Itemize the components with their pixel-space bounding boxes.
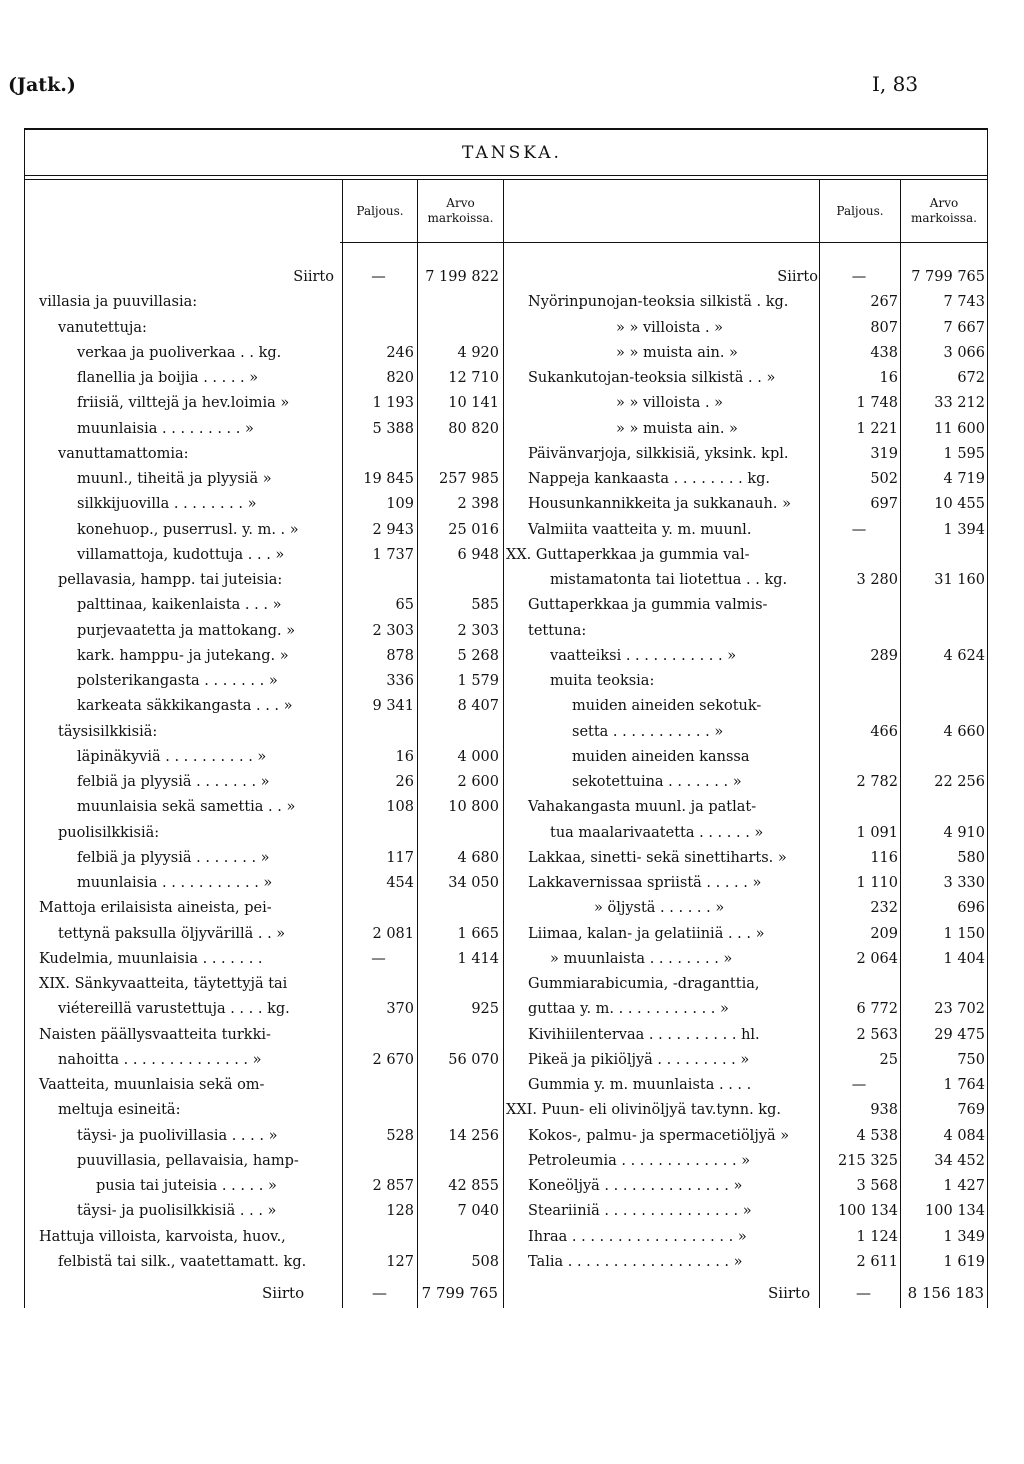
row-label: XXI. Puun- eli olivinöljyä tav.tynn. kg. [506, 1102, 781, 1119]
header-continued: (Jatk.) [8, 74, 76, 96]
row-value: 7 799 765 [911, 269, 985, 285]
table-row [0, 895, 1024, 921]
row-label: Kudelmia, muunlaisia . . . . . . . [39, 950, 263, 967]
row-label: Siirto [777, 269, 818, 285]
row-label: Gummiarabicumia, -draganttia, [528, 976, 760, 992]
table-row [0, 592, 1024, 618]
row-value: 12 710 [448, 370, 499, 386]
footer-left-value: 7 799 765 [421, 1284, 498, 1302]
col-header-value-right: Arvo markoissa. [911, 196, 977, 225]
row-label: Lakkaa, sinetti- sekä sinettiharts. » [528, 849, 787, 866]
row-label: purjevaatetta ja mattokang. » [77, 622, 296, 639]
table-row [0, 971, 1024, 997]
row-value: 34 050 [448, 875, 499, 891]
row-value: 4 624 [943, 647, 985, 664]
row-value: 696 [957, 900, 985, 917]
row-qty: 215 325 [838, 1152, 898, 1169]
table-row [0, 794, 1024, 820]
row-label: tettuna: [528, 622, 587, 639]
row-value: 1 150 [943, 925, 985, 942]
row-qty: 878 [386, 647, 414, 664]
row-label: » » villoista . » [616, 319, 724, 336]
row-qty: 807 [870, 319, 898, 336]
row-qty: 3 568 [856, 1178, 898, 1194]
row-qty: 697 [870, 496, 898, 513]
row-label: Vaatteita, muunlaisia sekä om- [39, 1077, 265, 1093]
row-value: 4 680 [457, 849, 499, 866]
row-qty: — [851, 1077, 867, 1093]
row-value: 100 134 [925, 1203, 985, 1220]
row-value: 22 256 [934, 774, 985, 790]
row-qty: 289 [870, 647, 898, 664]
row-label: Ihraa . . . . . . . . . . . . . . . . . . » [528, 1228, 747, 1245]
footer-left-qty: — [372, 1284, 387, 1302]
row-qty: 2 943 [372, 521, 414, 538]
row-qty: 209 [870, 925, 898, 942]
footer-right-label: Siirto [768, 1284, 811, 1302]
row-label: Siirto [293, 269, 334, 285]
row-qty: 6 772 [856, 1001, 898, 1018]
row-value: 1 349 [943, 1228, 985, 1245]
row-label: verkaa ja puoliverkaa . . kg. [77, 344, 282, 361]
row-label: tettynä paksulla öljyvärillä . . » [58, 925, 286, 942]
row-label: Mattoja erilaisista aineista, pei- [39, 900, 272, 917]
row-qty: 2 857 [372, 1178, 414, 1194]
footer-right-qty: — [856, 1284, 871, 1302]
row-qty: 2 303 [372, 622, 414, 639]
row-value: 2 600 [457, 774, 499, 790]
row-value: 4 084 [943, 1127, 985, 1144]
row-label: Guttaperkkaa ja gummia valmis- [528, 597, 768, 614]
row-label: muunl., tiheitä ja plyysiä » [77, 471, 272, 487]
row-value: 10 141 [448, 395, 499, 412]
row-value: 2 398 [457, 496, 499, 513]
row-qty: — [371, 269, 386, 285]
row-value: 508 [471, 1253, 499, 1270]
row-value: 4 719 [943, 471, 985, 487]
table-row [0, 441, 1024, 467]
row-value: 4 660 [943, 723, 985, 740]
row-value: 10 800 [448, 799, 499, 816]
row-label: sekotettuina . . . . . . . » [572, 774, 742, 790]
row-label: Liimaa, kalan- ja gelatiiniä . . . » [528, 925, 765, 942]
table-row [0, 668, 1024, 694]
table-row [0, 491, 1024, 517]
table-row [0, 643, 1024, 669]
top-rule [24, 128, 988, 130]
row-label: täysisilkkisiä: [58, 723, 158, 740]
row-qty: 2 670 [372, 1051, 414, 1068]
row-qty: 19 845 [363, 471, 414, 487]
table-row [0, 416, 1024, 442]
row-value: 4 910 [943, 824, 985, 841]
row-value: 580 [957, 849, 985, 866]
row-label: vaatteiksi . . . . . . . . . . . » [550, 647, 737, 664]
row-qty: 1 748 [856, 395, 898, 412]
row-qty: — [851, 521, 867, 538]
row-label: muunlaisia . . . . . . . . . » [77, 420, 254, 437]
row-label: setta . . . . . . . . . . . » [572, 723, 724, 740]
row-qty: 25 [879, 1051, 898, 1068]
row-label: felbistä tai silk., vaatettamatt. kg. [58, 1253, 307, 1270]
row-label: karkeata säkkikangasta . . . » [77, 698, 293, 715]
table-row [0, 1148, 1024, 1174]
footer-left-label: Siirto [262, 1284, 305, 1302]
row-value: 1 619 [943, 1253, 985, 1270]
row-qty: 1 110 [856, 875, 898, 891]
row-qty: 1 091 [856, 824, 898, 841]
table-row [0, 921, 1024, 947]
row-qty: 267 [870, 294, 898, 311]
row-value: 3 330 [943, 875, 985, 891]
row-label: täysi- ja puolisilkkisiä . . . » [77, 1203, 277, 1220]
row-label: tua maalarivaatetta . . . . . . » [550, 824, 764, 841]
row-value: 1 764 [943, 1077, 985, 1093]
table-row [0, 390, 1024, 416]
row-qty: 454 [386, 875, 414, 891]
row-qty: 820 [386, 370, 414, 386]
row-label: muunlaisia . . . . . . . . . . . » [77, 875, 273, 891]
row-label: villasia ja puuvillasia: [39, 294, 198, 311]
row-label: Koneöljyä . . . . . . . . . . . . . . » [528, 1178, 743, 1194]
table-row [0, 1198, 1024, 1224]
title-rule-1 [24, 175, 988, 176]
row-label: palttinaa, kaikenlaista . . . » [77, 597, 282, 614]
row-qty: 16 [879, 370, 898, 386]
table-row [0, 340, 1024, 366]
row-label: » » muista ain. » [616, 344, 738, 361]
row-label: flanellia ja boijia . . . . . » [77, 370, 259, 386]
table-row [0, 769, 1024, 795]
row-label: muiden aineiden kanssa [572, 748, 750, 765]
row-label: Petroleumia . . . . . . . . . . . . . » [528, 1152, 751, 1169]
row-value: 29 475 [934, 1026, 985, 1043]
row-value: 672 [957, 370, 985, 386]
row-value: 5 268 [457, 647, 499, 664]
row-label: » öljystä . . . . . . » [594, 900, 725, 917]
row-qty: 2 782 [856, 774, 898, 790]
table-row [0, 719, 1024, 745]
row-label: Housunkannikkeita ja sukkanauh. » [528, 496, 791, 513]
row-qty: 336 [386, 673, 414, 689]
row-value: 1 414 [457, 950, 499, 967]
row-label: » muunlaista . . . . . . . . » [550, 950, 733, 967]
row-qty: 528 [386, 1127, 414, 1144]
page-title: TANSKA. [462, 143, 562, 163]
row-qty: 5 388 [372, 420, 414, 437]
row-qty: 109 [386, 496, 414, 513]
row-qty: 370 [386, 1001, 414, 1018]
row-qty: 1 221 [856, 420, 898, 437]
table-row [0, 315, 1024, 341]
row-value: 1 404 [943, 950, 985, 967]
row-qty: 108 [386, 799, 414, 816]
row-value: 31 160 [934, 572, 985, 588]
row-qty: 127 [386, 1253, 414, 1270]
table-row [0, 264, 1024, 290]
row-value: 14 256 [448, 1127, 499, 1144]
row-value: 7 743 [943, 294, 985, 311]
row-label: XX. Guttaperkkaa ja gummia val- [506, 546, 750, 563]
row-qty: 1 737 [372, 546, 414, 563]
row-value: 1 665 [457, 925, 499, 942]
table-row [0, 946, 1024, 972]
table-row [0, 567, 1024, 593]
row-qty: 116 [870, 849, 898, 866]
row-qty: 2 081 [372, 925, 414, 942]
row-value: 7 199 822 [425, 269, 499, 285]
table-row [0, 996, 1024, 1022]
row-label: kark. hamppu- ja jutekang. » [77, 647, 289, 664]
row-label: Steariiniä . . . . . . . . . . . . . . . » [528, 1203, 752, 1220]
row-qty: 117 [386, 849, 414, 866]
row-label: silkkijuovilla . . . . . . . . » [77, 496, 257, 513]
row-label: Päivänvarjoja, silkkisiä, yksink. kpl. [528, 445, 789, 462]
row-label: Pikeä ja pikiöljyä . . . . . . . . . » [528, 1051, 750, 1068]
table-row [0, 1022, 1024, 1048]
row-value: 80 820 [448, 420, 499, 437]
row-label: Kokos-, palmu- ja spermacetiöljyä » [528, 1127, 790, 1144]
row-value: 33 212 [934, 395, 985, 412]
table-row [0, 289, 1024, 315]
table-row [0, 870, 1024, 896]
row-label: Hattuja villoista, karvoista, huov., [39, 1228, 286, 1245]
row-label: nahoitta . . . . . . . . . . . . . . » [58, 1051, 262, 1068]
table-row [0, 845, 1024, 871]
row-value: 7 040 [457, 1203, 499, 1220]
row-label: guttaa y. m. . . . . . . . . . . . » [528, 1001, 729, 1018]
row-label: Nyörinpunojan-teoksia silkistä . kg. [528, 294, 789, 311]
table-row [0, 466, 1024, 492]
row-qty: 466 [870, 723, 898, 740]
row-value: 769 [957, 1102, 985, 1119]
table-row [0, 1224, 1024, 1250]
row-label: » » villoista . » [616, 395, 724, 412]
row-label: konehuop., puserrusl. y. m. . » [77, 521, 299, 538]
row-qty: 4 538 [856, 1127, 898, 1144]
row-label: pellavasia, hampp. tai juteisia: [58, 572, 283, 588]
table-row [0, 517, 1024, 543]
row-qty: — [851, 269, 867, 285]
row-label: Gummia y. m. muunlaista . . . . [528, 1077, 752, 1093]
table-row [0, 1072, 1024, 1098]
row-qty: 232 [870, 900, 898, 917]
row-label: viétereillä varustettuja . . . . kg. [58, 1001, 290, 1018]
row-label: felbiä ja plyysiä . . . . . . . » [77, 774, 270, 790]
row-value: 1 579 [457, 673, 499, 689]
row-value: 25 016 [448, 521, 499, 538]
table-row [0, 542, 1024, 568]
row-label: Sukankutojan-teoksia silkistä . . » [528, 370, 776, 386]
row-qty: 3 280 [856, 572, 898, 588]
row-value: 585 [471, 597, 499, 614]
row-qty: 2 563 [856, 1026, 898, 1043]
col-header-value-left: Arvo markoissa. [427, 196, 494, 225]
table-row [0, 618, 1024, 644]
row-label: felbiä ja plyysiä . . . . . . . » [77, 849, 270, 866]
row-value: 750 [957, 1051, 985, 1068]
table-row [0, 1047, 1024, 1073]
row-label: friisiä, vilttejä ja hev.loimia » [77, 395, 290, 412]
header-bottom-rule [340, 242, 988, 243]
row-qty: 2 064 [856, 950, 898, 967]
row-label: täysi- ja puolivillasia . . . . » [77, 1127, 278, 1144]
table-row [0, 693, 1024, 719]
table-row [0, 365, 1024, 391]
row-qty: 128 [386, 1203, 414, 1220]
col-header-qty-left: Paljous. [356, 204, 404, 218]
row-value: 34 452 [934, 1152, 985, 1169]
row-qty: 938 [870, 1102, 898, 1119]
row-value: 7 667 [943, 319, 985, 336]
row-label: muita teoksia: [550, 673, 655, 689]
row-label: muiden aineiden sekotuk- [572, 698, 762, 715]
row-qty: 100 134 [838, 1203, 898, 1220]
row-label: Kivihiilentervaa . . . . . . . . . . hl. [528, 1026, 760, 1043]
table-row [0, 1097, 1024, 1123]
row-qty: 319 [870, 445, 898, 462]
row-qty: 16 [395, 748, 414, 765]
row-value: 257 985 [439, 471, 499, 487]
row-value: 42 855 [448, 1178, 499, 1194]
table-row [0, 1123, 1024, 1149]
row-qty: 1 124 [856, 1228, 898, 1245]
row-value: 925 [471, 1001, 499, 1018]
row-value: 10 455 [934, 496, 985, 513]
row-qty: 26 [395, 774, 414, 790]
row-value: 23 702 [934, 1001, 985, 1018]
row-qty: 9 341 [372, 698, 414, 715]
row-qty: 438 [870, 344, 898, 361]
table-row [0, 820, 1024, 846]
row-label: villamattoja, kudottuja . . . » [77, 546, 285, 563]
row-qty: 65 [395, 597, 414, 614]
row-label: Vahakangasta muunl. ja patlat- [528, 799, 757, 816]
row-label: meltuja esineitä: [58, 1102, 181, 1119]
row-value: 1 427 [943, 1178, 985, 1194]
row-label: puuvillasia, pellavaisia, hamp- [77, 1152, 299, 1169]
row-label: mistamatonta tai liotettua . . kg. [550, 572, 788, 588]
row-value: 1 394 [943, 521, 985, 538]
row-label: vanuttamattomia: [58, 445, 189, 462]
title-rule-2 [24, 179, 988, 180]
row-value: 4 000 [457, 748, 499, 765]
row-label: läpinäkyviä . . . . . . . . . . » [77, 748, 267, 765]
row-label: vanutettuja: [58, 319, 147, 336]
row-label: Valmiita vaatteita y. m. muunl. [528, 521, 752, 538]
row-label: Nappeja kankaasta . . . . . . . . kg. [528, 471, 771, 487]
row-label: » » muista ain. » [616, 420, 738, 437]
row-value: 11 600 [934, 420, 985, 437]
row-qty: 1 193 [372, 395, 414, 412]
row-value: 1 595 [943, 445, 985, 462]
col-header-qty-right: Paljous. [836, 204, 884, 218]
row-qty: — [371, 950, 386, 967]
row-label: puolisilkkisiä: [58, 824, 160, 841]
footer-right-value: 8 156 183 [907, 1284, 984, 1302]
row-qty: 246 [386, 344, 414, 361]
row-value: 56 070 [448, 1051, 499, 1068]
row-label: XIX. Sänkyvaatteita, täytettyjä tai [39, 976, 288, 992]
row-label: Naisten päällysvaatteita turkki- [39, 1026, 271, 1043]
table-row [0, 1173, 1024, 1199]
row-value: 4 920 [457, 344, 499, 361]
page-number: I, 83 [872, 72, 919, 96]
table-row [0, 744, 1024, 770]
row-label: Talia . . . . . . . . . . . . . . . . . . » [528, 1253, 743, 1270]
row-qty: 502 [870, 471, 898, 487]
row-label: pusia tai juteisia . . . . . » [96, 1178, 277, 1194]
table-row [0, 1249, 1024, 1275]
row-label: muunlaisia sekä samettia . . » [77, 799, 296, 816]
row-label: polsterikangasta . . . . . . . » [77, 673, 278, 689]
row-value: 8 407 [457, 698, 499, 715]
row-value: 2 303 [457, 622, 499, 639]
row-qty: 2 611 [856, 1253, 898, 1270]
row-value: 6 948 [457, 546, 499, 563]
row-value: 3 066 [943, 344, 985, 361]
row-label: Lakkavernissaa spriistä . . . . . » [528, 875, 762, 891]
